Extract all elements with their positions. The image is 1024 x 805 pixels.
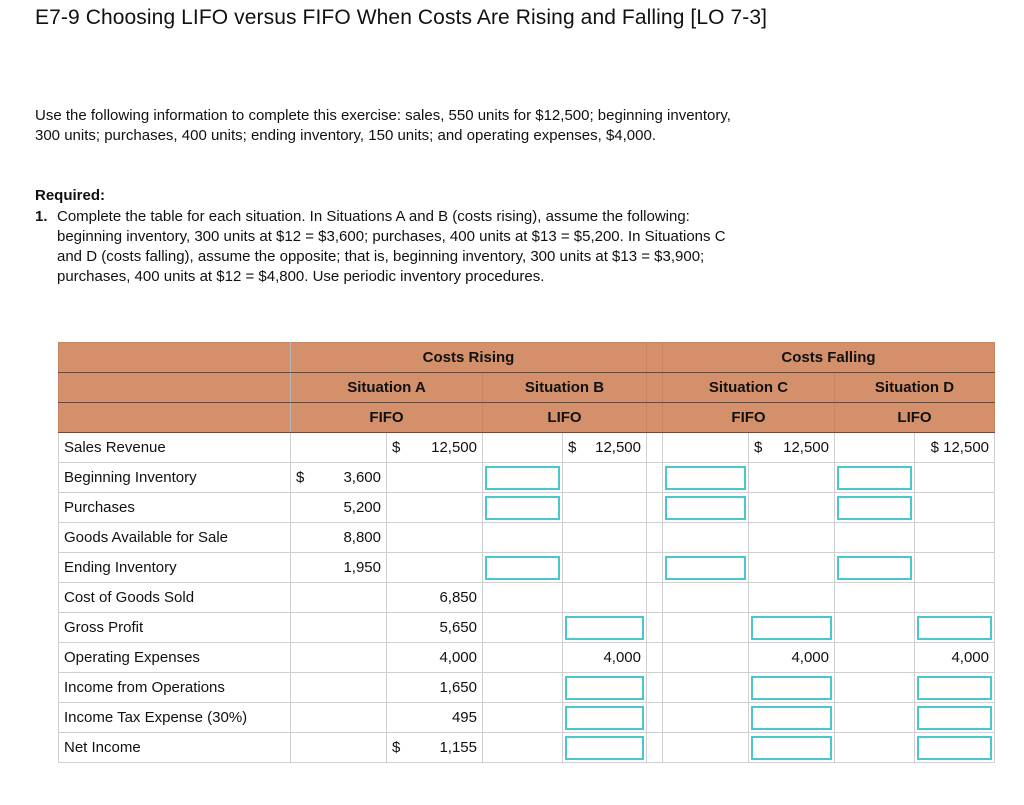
cell-empty bbox=[387, 523, 483, 553]
input-c-gross-profit[interactable] bbox=[751, 616, 832, 640]
costs-rising-header: Costs Rising bbox=[291, 343, 647, 373]
cell-c-net-income bbox=[749, 733, 835, 763]
cell-c-gross-profit bbox=[749, 613, 835, 643]
input-d-ending-inventory[interactable] bbox=[837, 556, 912, 580]
cell-b-income-operations bbox=[563, 673, 647, 703]
cell-c-income-tax bbox=[749, 703, 835, 733]
input-c-beginning-inventory[interactable] bbox=[665, 466, 746, 490]
row-label-net-income: Net Income bbox=[59, 733, 291, 763]
method-header-row bbox=[59, 403, 995, 433]
cell-empty bbox=[663, 703, 749, 733]
cell-empty bbox=[483, 583, 563, 613]
column-gap bbox=[647, 553, 663, 583]
value: 3,600 bbox=[343, 469, 381, 486]
required-line: beginning inventory, 300 units at $12 = $3,600; purchases, 400 units at $13 = $5,200. In Situations C bbox=[57, 228, 726, 245]
cell-empty bbox=[835, 613, 915, 643]
input-c-net-income[interactable] bbox=[751, 736, 832, 760]
cell-empty bbox=[663, 613, 749, 643]
cell-b-gross-profit bbox=[563, 613, 647, 643]
input-d-gross-profit[interactable] bbox=[917, 616, 992, 640]
required-heading: Required: bbox=[35, 187, 106, 204]
input-b-gross-profit[interactable] bbox=[565, 616, 644, 640]
table-row bbox=[59, 493, 995, 523]
column-gap bbox=[647, 613, 663, 643]
cell-c-sales-revenue bbox=[749, 433, 835, 463]
cell-empty bbox=[749, 493, 835, 523]
cell-d-sales-revenue: $ 12,500 bbox=[915, 433, 995, 463]
input-c-income-operations[interactable] bbox=[751, 676, 832, 700]
cell-empty bbox=[835, 643, 915, 673]
dollar-sign: $ bbox=[754, 439, 763, 456]
cell-empty bbox=[563, 553, 647, 583]
table-row bbox=[59, 703, 995, 733]
cell-empty bbox=[291, 733, 387, 763]
cell-d-income-tax bbox=[915, 703, 995, 733]
cell-empty bbox=[291, 583, 387, 613]
cell-a-ending-inventory: 1,950 bbox=[291, 553, 387, 583]
table-row bbox=[59, 613, 995, 643]
cell-empty bbox=[291, 703, 387, 733]
table-row bbox=[59, 643, 995, 673]
value: 1,155 bbox=[439, 739, 477, 756]
required-number: 1. bbox=[35, 208, 48, 225]
cell-empty bbox=[835, 433, 915, 463]
cell-empty bbox=[749, 463, 835, 493]
situation-b-header: Situation B bbox=[483, 373, 647, 403]
input-c-income-tax[interactable] bbox=[751, 706, 832, 730]
cell-empty bbox=[915, 583, 995, 613]
input-b-net-income[interactable] bbox=[565, 736, 644, 760]
row-label-cogs: Cost of Goods Sold bbox=[59, 583, 291, 613]
costs-falling-header: Costs Falling bbox=[663, 343, 995, 373]
column-gap bbox=[647, 493, 663, 523]
row-label-ending-inventory: Ending Inventory bbox=[59, 553, 291, 583]
row-label-purchases: Purchases bbox=[59, 493, 291, 523]
method-d-header: LIFO bbox=[835, 403, 995, 433]
situation-d-header: Situation D bbox=[835, 373, 995, 403]
situation-header-row bbox=[59, 373, 995, 403]
required-text bbox=[57, 207, 837, 287]
cell-b-sales-revenue bbox=[563, 433, 647, 463]
cell-empty bbox=[483, 643, 563, 673]
cell-a-sales-revenue bbox=[387, 433, 483, 463]
cell-empty bbox=[749, 553, 835, 583]
input-b-income-operations[interactable] bbox=[565, 676, 644, 700]
cell-empty bbox=[291, 673, 387, 703]
cell-c-beginning-inventory bbox=[663, 463, 749, 493]
cell-empty bbox=[663, 733, 749, 763]
table-row bbox=[59, 433, 995, 463]
cell-d-operating-expenses: 4,000 bbox=[915, 643, 995, 673]
cell-empty bbox=[663, 673, 749, 703]
input-b-purchases[interactable] bbox=[485, 496, 560, 520]
dollar-sign: $ bbox=[568, 439, 577, 456]
value: 12,500 bbox=[431, 439, 477, 456]
column-gap bbox=[647, 343, 663, 373]
table-row bbox=[59, 463, 995, 493]
cell-b-income-tax bbox=[563, 703, 647, 733]
cell-d-income-operations bbox=[915, 673, 995, 703]
cell-d-ending-inventory bbox=[835, 553, 915, 583]
input-c-ending-inventory[interactable] bbox=[665, 556, 746, 580]
value: 12,500 bbox=[783, 439, 829, 456]
input-d-purchases[interactable] bbox=[837, 496, 912, 520]
cell-a-purchases: 5,200 bbox=[291, 493, 387, 523]
cell-a-cogs: 6,850 bbox=[387, 583, 483, 613]
cell-empty bbox=[663, 523, 749, 553]
input-b-ending-inventory[interactable] bbox=[485, 556, 560, 580]
cell-b-beginning-inventory bbox=[483, 463, 563, 493]
cell-a-gross-profit: 5,650 bbox=[387, 613, 483, 643]
cell-empty bbox=[663, 643, 749, 673]
header-blank bbox=[59, 343, 291, 373]
table-row bbox=[59, 553, 995, 583]
exercise-title: E7-9 Choosing LIFO versus FIFO When Costs Are Rising and Falling [LO 7-3] bbox=[35, 6, 768, 29]
cell-empty bbox=[835, 673, 915, 703]
cell-empty bbox=[835, 583, 915, 613]
cell-empty bbox=[563, 463, 647, 493]
intro-line: 300 units; purchases, 400 units; ending inventory, 150 units; and operating expenses, $4,000. bbox=[35, 127, 656, 144]
row-label-gross-profit: Gross Profit bbox=[59, 613, 291, 643]
required-line: purchases, 400 units at $12 = $4,800. Use periodic inventory procedures. bbox=[57, 268, 545, 285]
cell-empty bbox=[915, 463, 995, 493]
method-c-header: FIFO bbox=[663, 403, 835, 433]
cell-empty bbox=[483, 433, 563, 463]
header-blank bbox=[59, 403, 291, 433]
cell-empty bbox=[483, 703, 563, 733]
required-line: and D (costs falling), assume the opposite; that is, beginning inventory, 300 units at $13 = $3,900; bbox=[57, 248, 705, 265]
cell-empty bbox=[915, 523, 995, 553]
cell-empty bbox=[915, 493, 995, 523]
row-label-income-operations: Income from Operations bbox=[59, 673, 291, 703]
cell-empty bbox=[835, 703, 915, 733]
cell-empty bbox=[749, 523, 835, 553]
cell-a-net-income bbox=[387, 733, 483, 763]
cell-empty bbox=[483, 673, 563, 703]
intro-line: Use the following information to complete this exercise: sales, 550 units for $12,500; beginning inventory, bbox=[35, 107, 731, 124]
cell-c-income-operations bbox=[749, 673, 835, 703]
cell-empty bbox=[387, 463, 483, 493]
table-row bbox=[59, 523, 995, 553]
cell-d-gross-profit bbox=[915, 613, 995, 643]
cell-b-purchases bbox=[483, 493, 563, 523]
table-row bbox=[59, 733, 995, 763]
dollar-sign: $ bbox=[296, 469, 305, 486]
intro-paragraph bbox=[35, 106, 905, 146]
cell-c-operating-expenses: 4,000 bbox=[749, 643, 835, 673]
cell-empty bbox=[563, 583, 647, 613]
situation-a-header: Situation A bbox=[291, 373, 483, 403]
input-d-beginning-inventory[interactable] bbox=[837, 466, 912, 490]
cell-a-operating-expenses: 4,000 bbox=[387, 643, 483, 673]
cell-d-net-income bbox=[915, 733, 995, 763]
cell-empty bbox=[835, 523, 915, 553]
cell-d-beginning-inventory bbox=[835, 463, 915, 493]
cell-a-beginning-inventory bbox=[291, 463, 387, 493]
cell-a-goods-available: 8,800 bbox=[291, 523, 387, 553]
cell-b-operating-expenses: 4,000 bbox=[563, 643, 647, 673]
method-b-header: LIFO bbox=[483, 403, 647, 433]
method-a-header: FIFO bbox=[291, 403, 483, 433]
cell-empty bbox=[663, 433, 749, 463]
row-label-goods-available: Goods Available for Sale bbox=[59, 523, 291, 553]
dollar-sign: $ bbox=[392, 739, 401, 756]
column-gap bbox=[647, 523, 663, 553]
input-b-income-tax[interactable] bbox=[565, 706, 644, 730]
cell-b-ending-inventory bbox=[483, 553, 563, 583]
cell-empty bbox=[835, 733, 915, 763]
input-d-income-tax[interactable] bbox=[917, 706, 992, 730]
cell-empty bbox=[915, 553, 995, 583]
cell-empty bbox=[291, 643, 387, 673]
column-gap bbox=[647, 403, 663, 433]
cell-empty bbox=[749, 583, 835, 613]
cell-c-ending-inventory bbox=[663, 553, 749, 583]
cell-empty bbox=[483, 613, 563, 643]
column-gap bbox=[647, 583, 663, 613]
column-gap bbox=[647, 373, 663, 403]
cell-empty bbox=[291, 433, 387, 463]
cell-empty bbox=[291, 613, 387, 643]
cell-a-income-operations: 1,650 bbox=[387, 673, 483, 703]
required-line: Complete the table for each situation. In Situations A and B (costs rising), assume the following: bbox=[57, 208, 690, 225]
column-gap bbox=[647, 463, 663, 493]
group-header-row bbox=[59, 343, 995, 373]
dollar-sign: $ bbox=[392, 439, 401, 456]
cell-empty bbox=[563, 523, 647, 553]
cell-d-purchases bbox=[835, 493, 915, 523]
table-row bbox=[59, 673, 995, 703]
cell-c-purchases bbox=[663, 493, 749, 523]
cell-empty bbox=[387, 553, 483, 583]
column-gap bbox=[647, 733, 663, 763]
row-label-sales-revenue: Sales Revenue bbox=[59, 433, 291, 463]
input-b-beginning-inventory[interactable] bbox=[485, 466, 560, 490]
column-gap bbox=[647, 433, 663, 463]
value: 12,500 bbox=[595, 439, 641, 456]
table-row bbox=[59, 583, 995, 613]
cell-empty bbox=[483, 523, 563, 553]
cell-b-net-income bbox=[563, 733, 647, 763]
row-label-income-tax: Income Tax Expense (30%) bbox=[59, 703, 291, 733]
column-gap bbox=[647, 703, 663, 733]
cell-empty bbox=[483, 733, 563, 763]
cell-empty bbox=[563, 493, 647, 523]
cell-empty bbox=[387, 493, 483, 523]
situation-c-header: Situation C bbox=[663, 373, 835, 403]
column-gap bbox=[647, 673, 663, 703]
row-label-operating-expenses: Operating Expenses bbox=[59, 643, 291, 673]
row-label-beginning-inventory: Beginning Inventory bbox=[59, 463, 291, 493]
cell-empty bbox=[663, 583, 749, 613]
input-d-income-operations[interactable] bbox=[917, 676, 992, 700]
column-gap bbox=[647, 643, 663, 673]
header-blank bbox=[59, 373, 291, 403]
cell-a-income-tax: 495 bbox=[387, 703, 483, 733]
input-c-purchases[interactable] bbox=[665, 496, 746, 520]
inventory-table bbox=[58, 342, 995, 763]
input-d-net-income[interactable] bbox=[917, 736, 992, 760]
